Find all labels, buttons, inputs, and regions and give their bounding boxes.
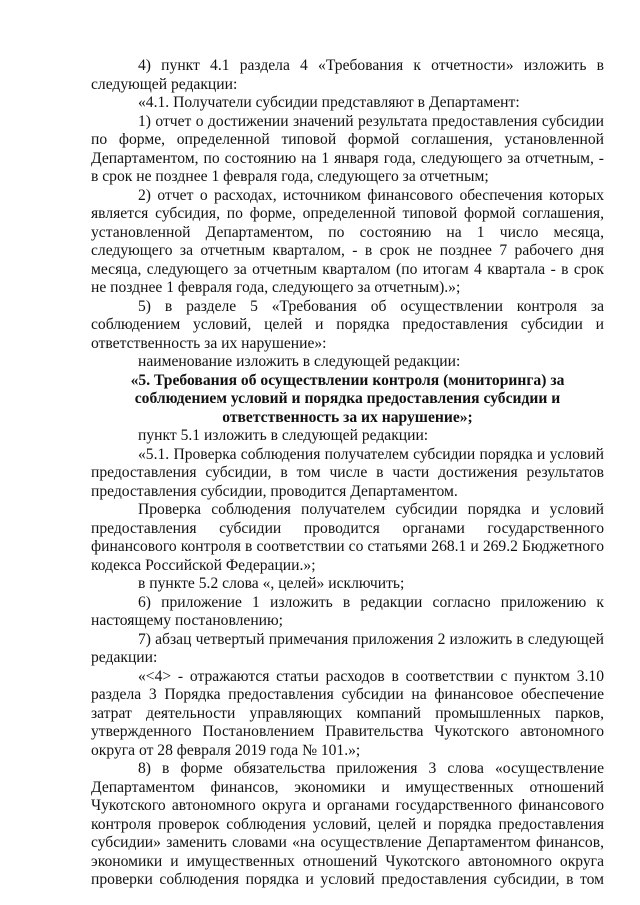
document-body: [91, 57, 604, 890]
paragraph-clause-5-2: в пункте 5.2 слова «, целей» исключить;: [138, 575, 405, 592]
paragraph-item-5: 5) в разделе 5 «Требования об осуществлении контроля за соблюдением условий, целей и порядка предоставления субсидии и ответственность за их нарушение»:: [91, 297, 604, 352]
paragraph-clause-5-1: «5.1. Проверка соблюдения получателем субсидии порядка и условий предоставления субсидии, в том числе в части достижения результатов предоставления субсидии, проводится Департаментом.: [91, 445, 604, 500]
paragraph-item-7: 7) абзац четвертый примечания приложения 2 изложить в следующей редакции:: [91, 630, 604, 666]
paragraph-note-4: «<4> - отражаются статьи расходов в соответствии с пунктом 3.10 раздела 3 Порядка предоставления субсидии на финансовое обеспечение затрат деятельности управляющих компаний промышленных парков, утвержденного Постановлением Правительства Чукотского автономного округа от 28 февраля 2019 года № 101.»;: [91, 667, 604, 759]
paragraph-subitem-2: 2) отчет о расходах, источником финансового обеспечения которых является субсидия, по форме, определенной типовой формой соглашения, установленной Департаментом, по состоянию на 1 число месяца, следующего за отчетным кварталом, - в срок не позднее 7 рабочего дня месяца, следующего за отчетным кварталом (по итогам 4 квартала - в срок не позднее 1 февраля года, следующего за отчетным).»;: [91, 186, 604, 296]
section-5-heading: «5. Требования об осуществлении контроля (мониторинга) за соблюдением условий и порядка предоставления субсидии и ответственность за их нарушение»;: [130, 371, 565, 426]
paragraph-clause-5-1-intro: пункт 5.1 изложить в следующей редакции:: [138, 427, 429, 444]
paragraph-clause-5-1-second: Проверка соблюдения получателем субсидии порядка и условий предоставления субсидии проводится органами государственного финансового контроля в соответствии со статьями 268.1 и 269.2 Бюджетного кодекса Российской Федерации.»;: [91, 501, 604, 574]
paragraph-subitem-1: 1) отчет о достижении значений результата предоставления субсидии по форме, определенной типовой формой соглашения, установленной Департаментом, по состоянию на 1 января года, следующего за отчетным, - в срок не позднее 1 февраля года, следующего за отчетным;: [91, 112, 604, 185]
paragraph-item-8: 8) в форме обязательства приложения 3 слова «осуществление Департаментом финансов, экономики и имущественных отношений Чукотского автономного округа и органами государственного финансового контроля проверок соблюдения условий, целей и порядка предоставления субсидии» заменить словами «на осуществление Департаментом финансов, экономики и имущественных отношений Чукотского автономного округа проверки соблюдения порядка и условий предоставления субсидии, в том: [91, 760, 604, 888]
paragraph-name-change: наименование изложить в следующей редакции:: [138, 353, 461, 370]
paragraph-item-4: 4) пункт 4.1 раздела 4 «Требования к отчетности» изложить в следующей редакции:: [91, 57, 604, 93]
paragraph-clause-4-1: «4.1. Получатели субсидии представляют в Департамент:: [138, 94, 520, 111]
paragraph-item-6: 6) приложение 1 изложить в редакции согласно приложению к настоящему постановлению;: [91, 593, 604, 629]
